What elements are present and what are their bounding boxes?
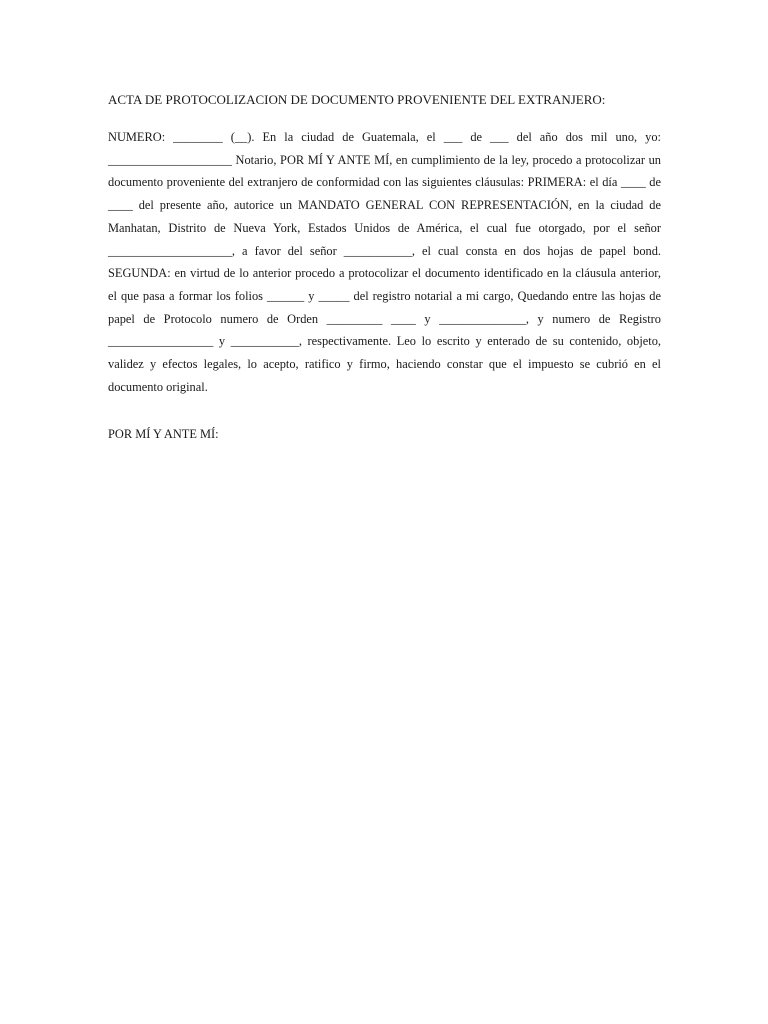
signature-heading: POR MÍ Y ANTE MÍ: <box>108 427 219 441</box>
document-title: ACTA DE PROTOCOLIZACION DE DOCUMENTO PROVENIENTE DEL EXTRANJERO: <box>108 92 606 107</box>
document-body-paragraph: NUMERO: ________ (__). En la ciudad de Guatemala, el ___ de ___ del año dos mil uno, yo: ____________________ Notario, POR MÍ Y ANTE MÍ, en cumplimiento de la ley, procedo a protocolizar un documento proveniente del extranjero de conformidad con las siguientes cláusulas: PRIMERA: el día ____ de ____ del presente año, autorice un MANDATO GENERAL CON REPRESENTACIÓN, en la ciudad de Manhatan, Distrito de Nueva York, Estados Unidos de América, el cual fue otorgado, por el señor ____________________, a favor del señor ___________, el cual consta en dos hojas de papel bond. SEGUNDA: en virtud de lo anterior procedo a protocolizar el documento identificado en la cláusula anterior, el que pasa a formar los folios ______ y _____ del registro notarial a mi cargo, Quedando entre las hojas de papel de Protocolo numero de Orden _________ ____ y ______________, y numero de Registro _________________ y ___________, respectivamente. Leo lo escrito y enterado de su contenido, objeto, validez y efectos legales, lo acepto, ratifico y firmo, haciendo constar que el impuesto se cubrió en el documento original. <box>108 130 661 394</box>
